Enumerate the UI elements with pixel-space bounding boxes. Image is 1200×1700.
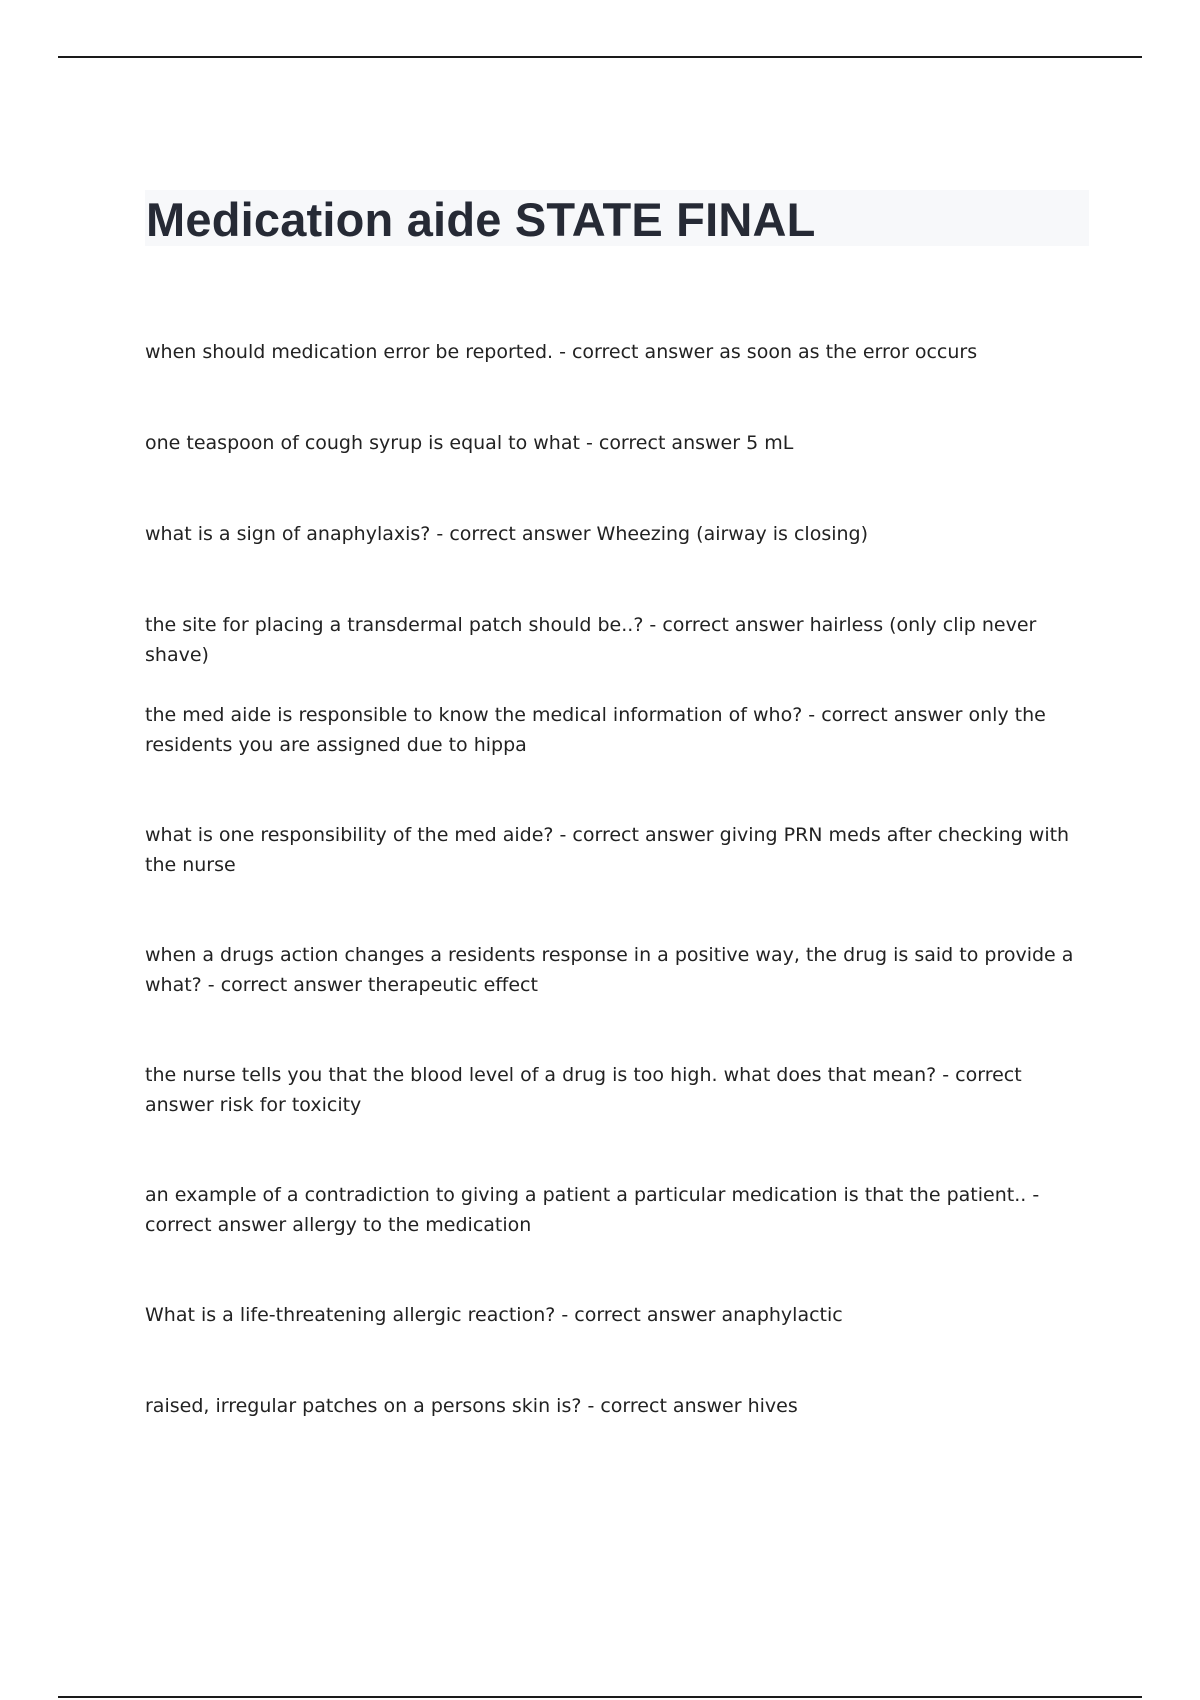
qa-item-8: the nurse tells you that the blood level of a drug is too high. what does that mean? - correct answer risk for toxicity [145,1064,1022,1116]
qa-item-9: an example of a contradiction to giving a patient a particular medication is that the patient.. - correct answer allergy to the medication [145,1184,1040,1236]
bottom-rule [58,1696,1142,1698]
qa-item-11: raised, irregular patches on a persons skin is? - correct answer hives [145,1395,798,1417]
qa-item-3: what is a sign of anaphylaxis? - correct answer Wheezing (airway is closing) [145,523,869,545]
document-title: Medication aide STATE FINAL [146,193,816,246]
qa-item-1: when should medication error be reported. - correct answer as soon as the error occurs [145,341,978,363]
qa-item-4: the site for placing a transdermal patch should be..? - correct answer hairless (only clip never shave) [145,614,1037,666]
qa-item-2: one teaspoon of cough syrup is equal to what - correct answer 5 mL [145,432,794,454]
qa-item-6: what is one responsibility of the med aide? - correct answer giving PRN meds after checking with the nurse [145,824,1070,876]
qa-item-5: the med aide is responsible to know the medical information of who? - correct answer only the residents you are assigned due to hippa [145,704,1046,756]
qa-item-10: What is a life-threatening allergic reaction? - correct answer anaphylactic [145,1304,843,1326]
top-rule [58,56,1142,58]
qa-item-7: when a drugs action changes a residents response in a positive way, the drug is said to provide a what? - correct answer therapeutic effect [145,944,1074,996]
